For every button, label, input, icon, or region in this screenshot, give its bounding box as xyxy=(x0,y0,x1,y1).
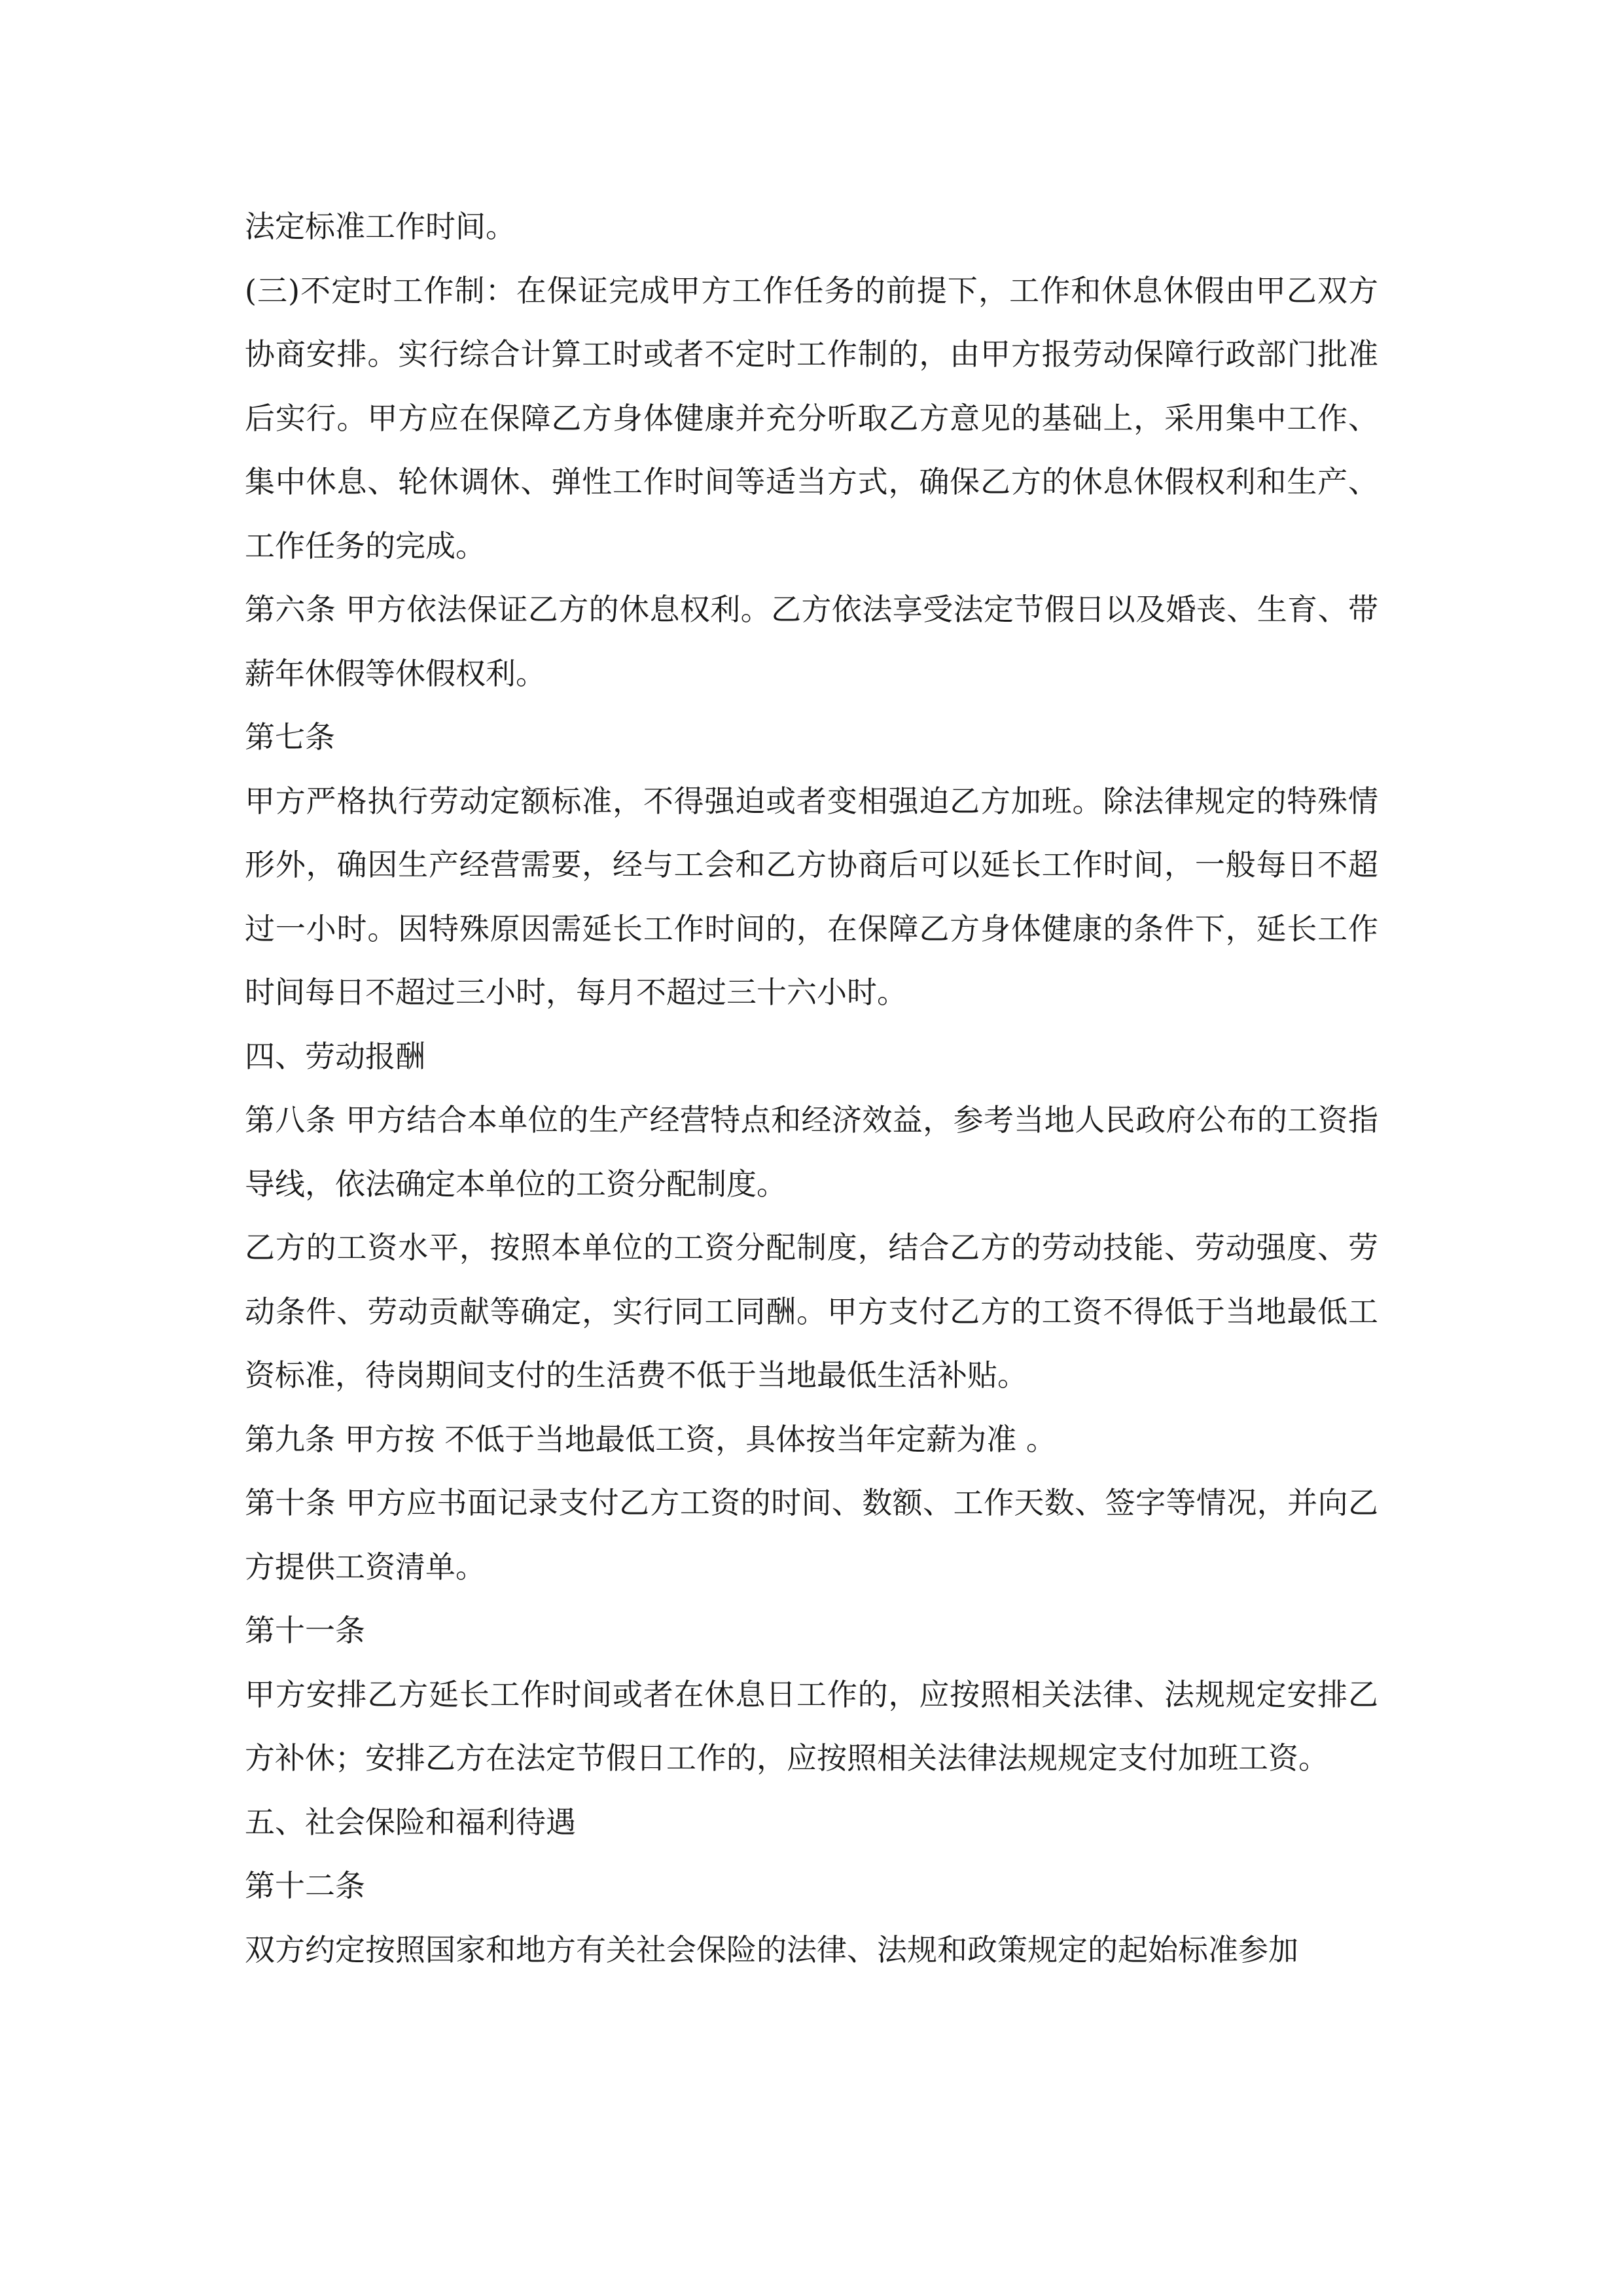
paragraph-wage-level: 乙方的工资水平，按照本单位的工资分配制度，结合乙方的劳动技能、劳动强度、劳动条件、劳动贡献等确定，实行同工同酬。甲方支付乙方的工资不得低于当地最低工资标准，待岗期间支付的生活费不低于当地最低生活补贴。 xyxy=(245,1230,1378,1393)
paragraph-article-6: 第六条 甲方依法保证乙方的休息权利。乙方依法享受法定节假日以及婚丧、生育、带薪年休假等休假权利。 xyxy=(245,592,1378,691)
paragraph-standard-hours: 法定标准工作时间。 xyxy=(245,209,516,244)
paragraph-article-7-body: 甲方严格执行劳动定额标准，不得强迫或者变相强迫乙方加班。除法律规定的特殊情形外，确因生产经营需要，经与工会和乙方协商后可以延长工作时间，一般每日不超过一小时。因特殊原因需延长工作时间的，在保障乙方身体健康的条件下，延长工作时间每日不超过三小时，每月不超过三十六小时。 xyxy=(245,783,1378,1010)
paragraph-article-12-body: 双方约定按照国家和地方有关社会保险的法律、法规和政策规定的起始标准参加 xyxy=(245,1931,1298,1967)
paragraph-article-10: 第十条 甲方应书面记录支付乙方工资的时间、数额、工作天数、签字等情况，并向乙方提供工资清单。 xyxy=(245,1485,1378,1585)
heading-article-12: 第十二条 xyxy=(245,1868,365,1903)
heading-article-7: 第七条 xyxy=(245,719,335,755)
paragraph-article-11-body: 甲方安排乙方延长工作时间或者在休息日工作的，应按照相关法律、法规规定安排乙方补休；安排乙方在法定节假日工作的，应按照相关法律法规规定支付加班工资。 xyxy=(245,1676,1378,1776)
paragraph-article-8: 第八条 甲方结合本单位的生产经营特点和经济效益，参考当地人民政府公布的工资指导线，依法确定本单位的工资分配制度。 xyxy=(245,1102,1378,1202)
section-heading-labor-pay: 四、劳动报酬 xyxy=(245,1038,425,1074)
document-body xyxy=(245,195,1378,1982)
paragraph-flexible-hours: (三)不定时工作制：在保证完成甲方工作任务的前提下，工作和休息休假由甲乙双方协商安排。实行综合计算工时或者不定时工作制的，由甲方报劳动保障行政部门批准后实行。甲方应在保障乙方身体健康并充分听取乙方意见的基础上，采用集中工作、集中休息、轮休调休、弹性工作时间等适当方式，确保乙方的休息休假权利和生产、工作任务的完成。 xyxy=(245,272,1378,564)
heading-article-11: 第十一条 xyxy=(245,1613,365,1648)
section-heading-social-insurance: 五、社会保险和福利待遇 xyxy=(245,1804,576,1840)
paragraph-article-9: 第九条 甲方按 不低于当地最低工资，具体按当年定薪为准 。 xyxy=(245,1421,1056,1457)
